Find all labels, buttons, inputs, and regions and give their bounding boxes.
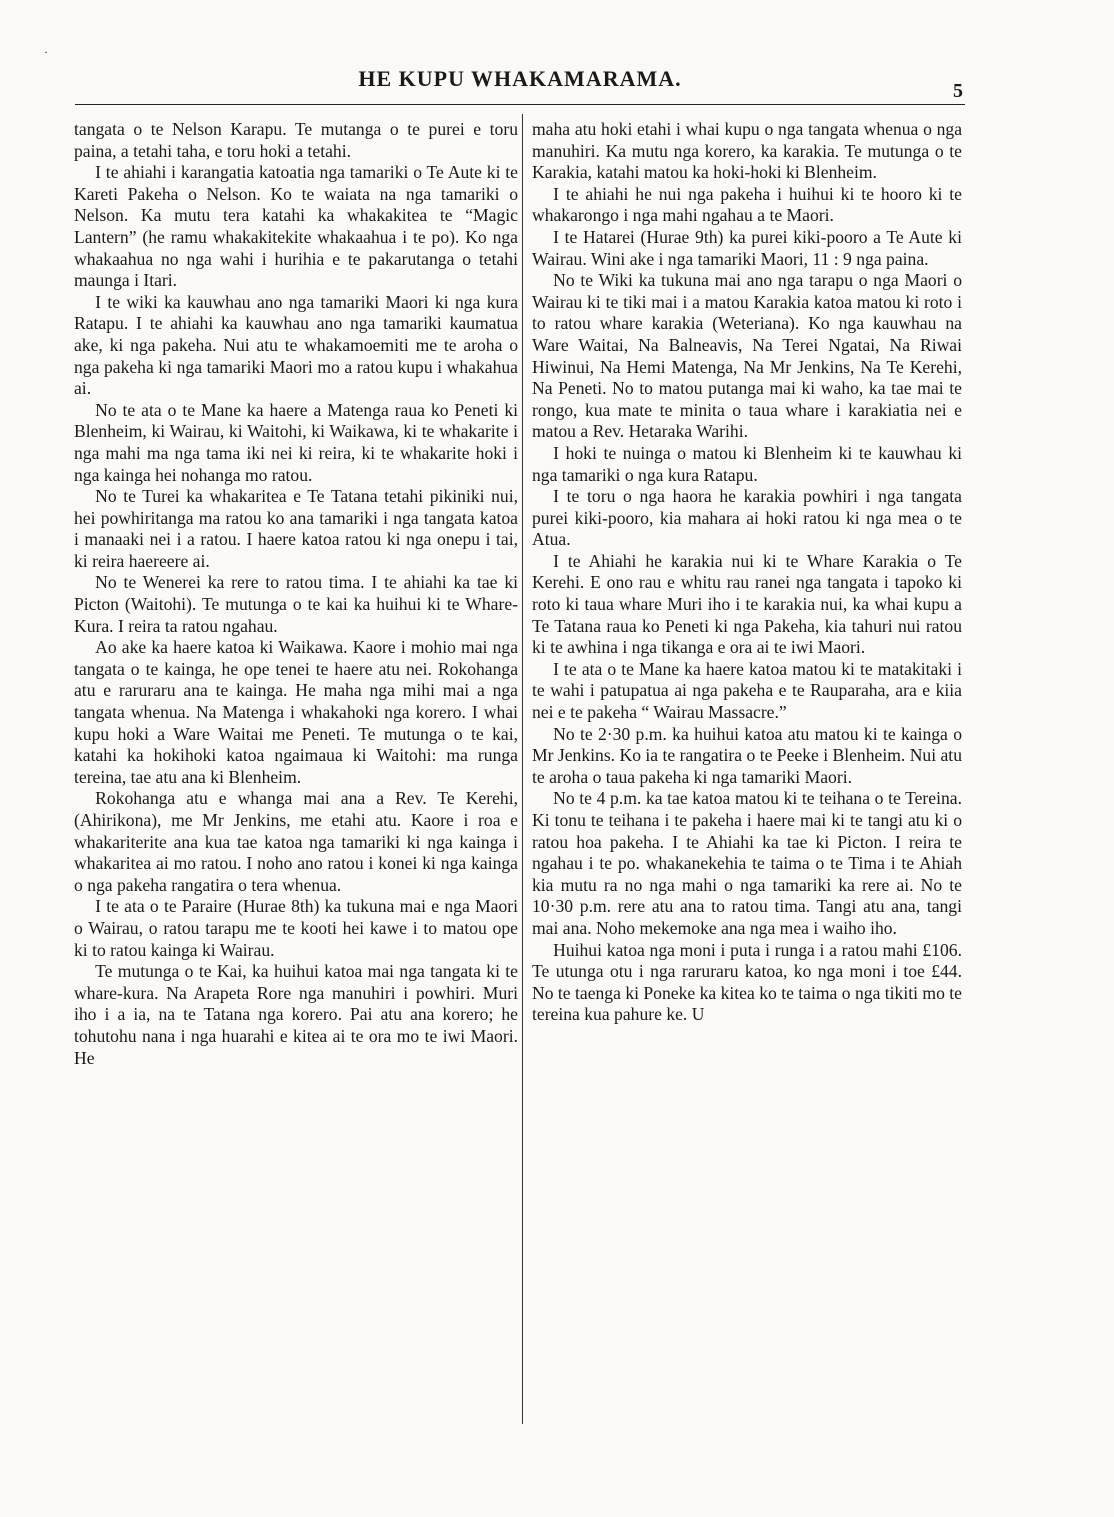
left-column <box>74 119 518 1069</box>
paragraph: I te ahiahi i karangatia katoatia nga tamariki o Te Aute ki te Kareti Pakeha o Nelson. Ko te waiata na nga tamariki o Nelson. Ka mutu tera katahi ka whakakitea te “Magic Lantern” (he ramu whakakitekite whakaahua i te po). Ko nga whakaahua no nga wahi i hurihia e te pakarutanga o tetahi maunga i Itari. <box>74 162 518 291</box>
paragraph: No te ata o te Mane ka haere a Matenga raua ko Peneti ki Blenheim, ki Wairau, ki Waitohi, ki Waikawa, ki te whakarite i nga mahi ma nga tama iki nei ki reira, ki te whakarite hoki i nga kainga hei nohanga mo ratou. <box>74 399 518 485</box>
right-column <box>532 119 962 1026</box>
page-number: 5 <box>953 80 963 102</box>
paragraph: Huihui katoa nga moni i puta i runga i a ratou mahi £106. Te utunga otu i nga raruraru katoa, ko nga moni i toe £44. No te taenga ki Poneke ka kitea ko te taima o nga tikiti mo te tereina kua pahure ke. U <box>532 939 962 1025</box>
paragraph: Ao ake ka haere katoa ki Waikawa. Kaore i mohio mai nga tangata o te kainga, he ope tenei te haere atu nei. Rokohanga atu e raruraru ana te kainga. He maha nga mihi mai a nga tangata whenua. Na Matenga i whakahoki nga korero. I whai kupu hoki a Ware Waitai me Peneti. Te mutunga o te kai, katahi ka hokihoki katoa ngaimaua ki Waitohi: ma runga tereina, tae atu ana ki Blenheim. <box>74 637 518 787</box>
paragraph: Rokohanga atu e whanga mai ana a Rev. Te Kerehi, (Ahirikona), me Mr Jenkins, me etahi atu. Kaore i roa e whakariterite ana kua tae katoa nga tamariki ki nga kainga i whakaritea ai mo ratou. I noho ano ratou i konei ki nga kainga o nga pakeha rangatira o tera whenua. <box>74 788 518 895</box>
paragraph: I te ata o te Paraire (Hurae 8th) ka tukuna mai e nga Maori o Wairau, o ratou tarapu me te kooti hei kawe i to matou ope ki to ratou kainga ki Wairau. <box>74 896 518 960</box>
paragraph: I hoki te nuinga o matou ki Blenheim ki te kauwhau ki nga tamariki o nga kura Ratapu. <box>532 442 962 485</box>
paragraph: I te Ahiahi he karakia nui ki te Whare Karakia o Te Kerehi. E ono rau e whitu rau ranei nga tangata i tapoko ki roto ki taua whare Muri iho i te karakia nui, ka whai kupu a Te Tatana raua ko Peneti ki nga Pakeha, kia tahuri nui ratou ki te awhina i nga tikanga e ora ai te iwi Maori. <box>532 550 962 658</box>
paragraph: I te toru o nga haora he karakia powhiri i nga tangata purei kiki-pooro, kia mahara ai hoki ratou ki nga mea o te Atua. <box>532 486 962 550</box>
paragraph: tangata o te Nelson Karapu. Te mutanga o te purei e toru paina, a tetahi taha, e toru hoki a tetahi. <box>74 119 518 161</box>
paragraph: I te wiki ka kauwhau ano nga tamariki Maori ki nga kura Ratapu. I te ahiahi ka kauwhau ano nga tamariki kaumatua ake, ki nga pakeha. Nui atu te whakamoemiti me te aroha o nga pakeha ki nga tamariki Maori mo a ratou kupu i whakahua ai. <box>74 291 518 399</box>
column-divider <box>522 114 523 1424</box>
paragraph: No te Wiki ka tukuna mai ano nga tarapu o nga Maori o Wairau ki te tiki mai i a matou Karakia katoa matou ki roto i to ratou whare karakia (Weteriana). Ko nga kauwhau na Ware Waitai, Na Balneavis, Na Terei Ngatai, Na Riwai Hiwinui, Na Hemi Matenga, Na Mr Jenkins, Na Te Kerehi, Na Peneti. No to matou putanga mai ki waho, ka tae mai te rongo, kua mate te minita o taua whare i karakiatia nei e matou a Rev. Hetaraka Warihi. <box>532 270 962 442</box>
paragraph: No te Wenerei ka rere to ratou tima. I te ahiahi ka tae ki Picton (Waitohi). Te mutunga o te kai ka huihui ki te Whare-Kura. I reira ta ratou ngahau. <box>74 572 518 636</box>
paragraph: No te Turei ka whakaritea e Te Tatana tetahi pikiniki nui, hei powhiritanga ma ratou ko ana tamariki i nga tangata katoa i manaaki nei i a ratou. I haere katoa ratou ki nga onepu i tai, ki reira haereere ai. <box>74 486 518 571</box>
paragraph: I te ata o te Mane ka haere katoa matou ki te matakitaki i te wahi i patupatua ai nga pakeha e te Rauparaha, ara e kiia nei e te pakeha “ Wairau Massacre.” <box>532 658 962 723</box>
page-title: HE KUPU WHAKAMARAMA. <box>358 66 682 91</box>
paragraph: I te Hatarei (Hurae 9th) ka purei kiki-pooro a Te Aute ki Wairau. Wini ake i nga tamariki Maori, 11 : 9 nga paina. <box>532 226 962 269</box>
paragraph: No te 4 p.m. ka tae katoa matou ki te teihana o te Tereina. Ki tonu te teihana i te pakeha i haere mai ki te tangi atu ki o ratou hoa pakeha. I te Ahiahi ka tae ki Picton. I reira te ngahau i te po. whakanekehia te taima o te Tima i te Ahiah kia mutu ra no nga mahi o nga tamariki ka rere ai. No te 10·30 p.m. rere atu ana to ratou tima. Tangi atu ana, tangi mai ana. Noho mekemoke ana nga mea i waiho iho. <box>532 788 962 938</box>
paragraph: I te ahiahi he nui nga pakeha i huihui ki te hooro ki te whakarongo i nga mahi ngahau a te Maori. <box>532 183 962 226</box>
page-header <box>75 58 965 105</box>
paragraph: maha atu hoki etahi i whai kupu o nga tangata whenua o nga manuhiri. Ka mutu nga korero, ka karakia. Te mutunga o te Karakia, katahi matou ka hoki-hoki ki Blenheim. <box>532 119 962 183</box>
paragraph: No te 2·30 p.m. ka huihui katoa atu matou ki te kainga o Mr Jenkins. Ko ia te rangatira o te Peeke i Blenheim. Nui atu te aroha o taua pakeha ki nga tamariki Maori. <box>532 723 962 787</box>
paragraph: Te mutunga o te Kai, ka huihui katoa mai nga tangata ki te whare-kura. Na Arapeta Rore nga manuhiri i powhiri. Muri iho i a ia, na te Tatana nga korero. Pai atu ana korero; he tohutohu nana i nga huarahi e kitea ai te ora mo te iwi Maori. He <box>74 961 518 1068</box>
stray-mark: · <box>44 45 48 59</box>
